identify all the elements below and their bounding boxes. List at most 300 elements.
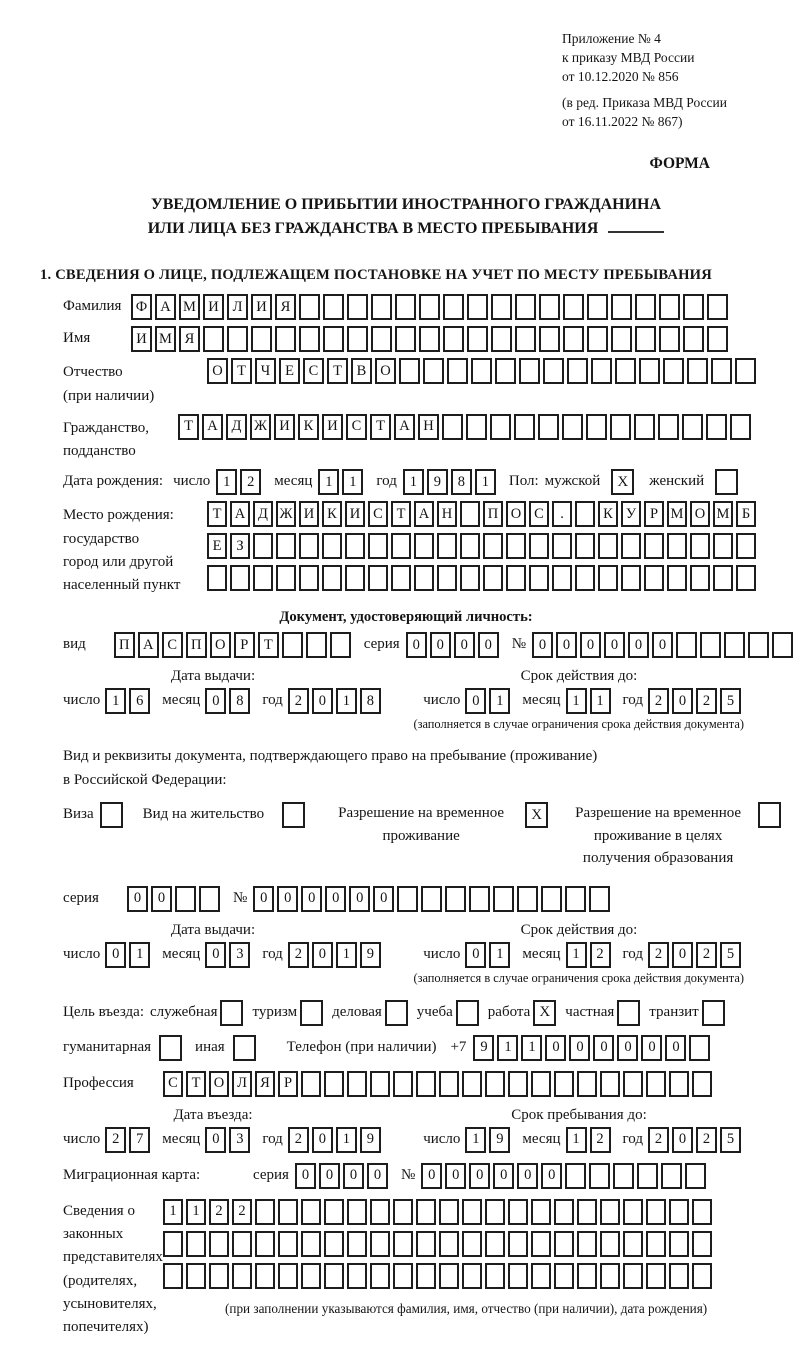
char-cell[interactable]: Т [186,1071,206,1097]
char-cell[interactable]: О [690,501,710,527]
char-cell[interactable]: З [230,533,250,559]
char-cell[interactable]: 0 [454,632,475,658]
char-cell[interactable]: 0 [253,886,274,912]
char-cell[interactable] [324,1199,344,1225]
char-cell[interactable]: Л [227,294,248,320]
char-cell[interactable]: 0 [127,886,148,912]
char-cell[interactable]: 6 [129,688,150,714]
char-cell[interactable]: 0 [517,1163,538,1189]
char-cell[interactable] [552,533,572,559]
visa-checkbox[interactable] [100,802,123,828]
char-cell[interactable] [517,886,538,912]
char-cell[interactable] [416,1263,436,1289]
char-cell[interactable] [471,358,492,384]
char-cell[interactable]: 0 [430,632,451,658]
char-cell[interactable] [683,294,704,320]
char-cell[interactable] [554,1071,574,1097]
char-cell[interactable]: 0 [349,886,370,912]
char-cell[interactable] [644,533,664,559]
char-cell[interactable]: . [552,501,572,527]
char-cell[interactable]: 0 [545,1035,566,1061]
char-cell[interactable]: С [346,414,367,440]
char-cell[interactable]: 3 [229,1127,250,1153]
char-cell[interactable]: 2 [590,1127,611,1153]
char-cell[interactable] [278,1199,298,1225]
char-cell[interactable] [330,632,351,658]
char-cell[interactable] [600,1231,620,1257]
char-cell[interactable]: 0 [541,1163,562,1189]
char-cell[interactable] [531,1263,551,1289]
char-cell[interactable] [772,632,793,658]
char-cell[interactable]: Е [207,533,227,559]
char-cell[interactable]: М [667,501,687,527]
char-cell[interactable] [485,1071,505,1097]
char-cell[interactable] [460,501,480,527]
char-cell[interactable] [393,1231,413,1257]
char-cell[interactable] [175,886,196,912]
char-cell[interactable] [368,533,388,559]
char-cell[interactable] [554,1263,574,1289]
char-cell[interactable] [519,358,540,384]
char-cell[interactable]: 5 [720,1127,741,1153]
char-cell[interactable] [345,565,365,591]
char-cell[interactable] [563,294,584,320]
char-cell[interactable]: 1 [318,469,339,495]
char-cell[interactable] [462,1199,482,1225]
char-cell[interactable]: 9 [360,1127,381,1153]
char-cell[interactable]: Т [327,358,348,384]
char-cell[interactable]: Т [178,414,199,440]
char-cell[interactable] [706,414,727,440]
char-cell[interactable] [531,1199,551,1225]
char-cell[interactable] [707,326,728,352]
char-cell[interactable]: 0 [569,1035,590,1061]
char-cell[interactable]: 0 [301,886,322,912]
char-cell[interactable] [577,1263,597,1289]
char-cell[interactable]: Е [279,358,300,384]
char-cell[interactable]: И [345,501,365,527]
char-cell[interactable]: 0 [312,942,333,968]
char-cell[interactable]: Я [255,1071,275,1097]
char-cell[interactable] [186,1231,206,1257]
char-cell[interactable] [278,1263,298,1289]
male-checkbox[interactable]: X [611,469,634,495]
char-cell[interactable]: Н [437,501,457,527]
char-cell[interactable] [554,1199,574,1225]
char-cell[interactable]: 2 [648,688,669,714]
char-cell[interactable] [371,294,392,320]
char-cell[interactable] [508,1071,528,1097]
char-cell[interactable]: И [203,294,224,320]
purpose-study-checkbox[interactable] [456,1000,479,1026]
char-cell[interactable] [508,1199,528,1225]
char-cell[interactable] [324,1071,344,1097]
char-cell[interactable] [611,326,632,352]
char-cell[interactable]: 0 [421,1163,442,1189]
char-cell[interactable]: 1 [590,688,611,714]
char-cell[interactable]: 9 [427,469,448,495]
char-cell[interactable] [301,1199,321,1225]
char-cell[interactable] [393,1199,413,1225]
char-cell[interactable] [682,414,703,440]
char-cell[interactable] [462,1231,482,1257]
char-cell[interactable] [646,1231,666,1257]
char-cell[interactable] [711,358,732,384]
char-cell[interactable] [253,533,273,559]
char-cell[interactable]: 0 [312,1127,333,1153]
char-cell[interactable]: 0 [617,1035,638,1061]
char-cell[interactable]: 0 [151,886,172,912]
char-cell[interactable]: А [414,501,434,527]
char-cell[interactable] [414,565,434,591]
char-cell[interactable] [299,294,320,320]
char-cell[interactable] [395,326,416,352]
purpose-official-checkbox[interactable] [220,1000,243,1026]
char-cell[interactable] [676,632,697,658]
char-cell[interactable]: 1 [342,469,363,495]
char-cell[interactable] [443,294,464,320]
char-cell[interactable] [515,326,536,352]
char-cell[interactable] [445,886,466,912]
char-cell[interactable]: Н [418,414,439,440]
char-cell[interactable]: 0 [325,886,346,912]
char-cell[interactable] [736,533,756,559]
char-cell[interactable]: С [162,632,183,658]
char-cell[interactable]: 1 [216,469,237,495]
char-cell[interactable]: 1 [566,942,587,968]
char-cell[interactable]: Р [234,632,255,658]
char-cell[interactable] [600,1199,620,1225]
char-cell[interactable]: К [598,501,618,527]
char-cell[interactable] [736,565,756,591]
char-cell[interactable]: 2 [590,942,611,968]
char-cell[interactable] [611,294,632,320]
char-cell[interactable] [598,533,618,559]
char-cell[interactable] [637,1163,658,1189]
char-cell[interactable] [227,326,248,352]
char-cell[interactable] [613,1163,634,1189]
char-cell[interactable] [419,326,440,352]
char-cell[interactable] [667,533,687,559]
char-cell[interactable] [370,1199,390,1225]
char-cell[interactable]: Т [231,358,252,384]
char-cell[interactable]: С [529,501,549,527]
char-cell[interactable]: И [274,414,295,440]
char-cell[interactable]: 0 [319,1163,340,1189]
char-cell[interactable]: 1 [566,1127,587,1153]
char-cell[interactable] [621,533,641,559]
char-cell[interactable]: 2 [240,469,261,495]
char-cell[interactable] [322,565,342,591]
char-cell[interactable]: 1 [186,1199,206,1225]
char-cell[interactable] [414,533,434,559]
char-cell[interactable]: А [155,294,176,320]
char-cell[interactable] [730,414,751,440]
char-cell[interactable]: 8 [360,688,381,714]
char-cell[interactable] [466,414,487,440]
char-cell[interactable]: 0 [373,886,394,912]
char-cell[interactable] [587,294,608,320]
char-cell[interactable] [689,1035,710,1061]
char-cell[interactable] [669,1263,689,1289]
char-cell[interactable] [393,1071,413,1097]
char-cell[interactable] [347,1263,367,1289]
char-cell[interactable] [490,414,511,440]
char-cell[interactable] [347,1071,367,1097]
char-cell[interactable] [370,1263,390,1289]
char-cell[interactable] [255,1199,275,1225]
char-cell[interactable]: 2 [288,942,309,968]
char-cell[interactable] [163,1231,183,1257]
char-cell[interactable] [658,414,679,440]
char-cell[interactable] [199,886,220,912]
char-cell[interactable] [623,1071,643,1097]
char-cell[interactable]: А [394,414,415,440]
char-cell[interactable] [577,1071,597,1097]
char-cell[interactable]: 2 [648,942,669,968]
char-cell[interactable] [635,326,656,352]
char-cell[interactable]: С [163,1071,183,1097]
char-cell[interactable] [600,1071,620,1097]
char-cell[interactable]: 0 [593,1035,614,1061]
char-cell[interactable] [692,1263,712,1289]
char-cell[interactable]: С [368,501,388,527]
char-cell[interactable] [370,1231,390,1257]
char-cell[interactable]: 2 [209,1199,229,1225]
char-cell[interactable] [437,533,457,559]
char-cell[interactable]: 8 [229,688,250,714]
char-cell[interactable]: С [303,358,324,384]
char-cell[interactable] [646,1199,666,1225]
char-cell[interactable]: 1 [489,942,510,968]
char-cell[interactable] [565,886,586,912]
char-cell[interactable] [395,294,416,320]
char-cell[interactable] [232,1263,252,1289]
char-cell[interactable] [439,1071,459,1097]
char-cell[interactable] [207,565,227,591]
char-cell[interactable]: Л [232,1071,252,1097]
char-cell[interactable] [589,1163,610,1189]
char-cell[interactable] [541,886,562,912]
char-cell[interactable] [567,358,588,384]
char-cell[interactable] [275,326,296,352]
char-cell[interactable] [543,358,564,384]
char-cell[interactable]: 2 [696,1127,717,1153]
char-cell[interactable] [255,1263,275,1289]
char-cell[interactable] [692,1231,712,1257]
char-cell[interactable]: М [179,294,200,320]
char-cell[interactable]: 0 [406,632,427,658]
char-cell[interactable]: 0 [367,1163,388,1189]
char-cell[interactable]: У [621,501,641,527]
char-cell[interactable]: 0 [665,1035,686,1061]
char-cell[interactable] [371,326,392,352]
char-cell[interactable] [439,1231,459,1257]
char-cell[interactable] [322,533,342,559]
char-cell[interactable] [713,565,733,591]
char-cell[interactable] [485,1263,505,1289]
char-cell[interactable]: 0 [277,886,298,912]
char-cell[interactable] [615,358,636,384]
char-cell[interactable] [323,326,344,352]
temp-residence-checkbox[interactable]: X [525,802,548,828]
char-cell[interactable] [563,326,584,352]
char-cell[interactable] [299,565,319,591]
char-cell[interactable]: К [322,501,342,527]
char-cell[interactable] [439,1199,459,1225]
char-cell[interactable] [393,1263,413,1289]
char-cell[interactable]: Р [644,501,664,527]
char-cell[interactable] [539,326,560,352]
char-cell[interactable]: 2 [648,1127,669,1153]
char-cell[interactable] [575,533,595,559]
char-cell[interactable]: 1 [163,1199,183,1225]
char-cell[interactable]: 1 [336,688,357,714]
char-cell[interactable]: 8 [451,469,472,495]
char-cell[interactable] [421,886,442,912]
char-cell[interactable] [324,1231,344,1257]
char-cell[interactable] [443,326,464,352]
char-cell[interactable]: 0 [652,632,673,658]
char-cell[interactable] [391,533,411,559]
char-cell[interactable] [469,886,490,912]
char-cell[interactable] [514,414,535,440]
char-cell[interactable]: 0 [604,632,625,658]
char-cell[interactable]: А [138,632,159,658]
char-cell[interactable] [301,1071,321,1097]
char-cell[interactable]: 1 [475,469,496,495]
char-cell[interactable]: 0 [343,1163,364,1189]
char-cell[interactable]: 0 [641,1035,662,1061]
residence-permit-checkbox[interactable] [282,802,305,828]
char-cell[interactable]: 5 [720,942,741,968]
char-cell[interactable]: 0 [628,632,649,658]
char-cell[interactable]: Ч [255,358,276,384]
char-cell[interactable]: Т [258,632,279,658]
char-cell[interactable]: Т [391,501,411,527]
char-cell[interactable] [565,1163,586,1189]
char-cell[interactable] [467,326,488,352]
char-cell[interactable]: Т [370,414,391,440]
char-cell[interactable]: 0 [672,942,693,968]
char-cell[interactable] [232,1231,252,1257]
char-cell[interactable] [663,358,684,384]
char-cell[interactable]: Б [736,501,756,527]
char-cell[interactable]: П [114,632,135,658]
char-cell[interactable] [700,632,721,658]
char-cell[interactable]: 1 [129,942,150,968]
char-cell[interactable]: В [351,358,372,384]
char-cell[interactable] [230,565,250,591]
char-cell[interactable]: 0 [205,942,226,968]
char-cell[interactable] [639,358,660,384]
char-cell[interactable] [575,565,595,591]
char-cell[interactable] [692,1199,712,1225]
char-cell[interactable] [347,1199,367,1225]
char-cell[interactable]: 2 [232,1199,252,1225]
char-cell[interactable] [485,1231,505,1257]
char-cell[interactable]: К [298,414,319,440]
char-cell[interactable] [587,326,608,352]
char-cell[interactable]: 9 [360,942,381,968]
char-cell[interactable] [646,1071,666,1097]
char-cell[interactable]: 1 [521,1035,542,1061]
char-cell[interactable]: 0 [672,688,693,714]
char-cell[interactable]: О [375,358,396,384]
char-cell[interactable] [685,1163,706,1189]
char-cell[interactable]: 0 [493,1163,514,1189]
char-cell[interactable] [483,533,503,559]
char-cell[interactable] [635,294,656,320]
char-cell[interactable]: О [210,632,231,658]
char-cell[interactable] [589,886,610,912]
char-cell[interactable] [600,1263,620,1289]
char-cell[interactable] [506,533,526,559]
char-cell[interactable] [251,326,272,352]
char-cell[interactable] [554,1231,574,1257]
char-cell[interactable] [724,632,745,658]
char-cell[interactable] [301,1231,321,1257]
char-cell[interactable]: И [299,501,319,527]
char-cell[interactable]: 9 [473,1035,494,1061]
char-cell[interactable] [345,533,365,559]
char-cell[interactable]: 0 [105,942,126,968]
char-cell[interactable] [552,565,572,591]
char-cell[interactable] [423,358,444,384]
char-cell[interactable] [324,1263,344,1289]
char-cell[interactable]: 3 [229,942,250,968]
char-cell[interactable] [623,1263,643,1289]
char-cell[interactable] [669,1231,689,1257]
char-cell[interactable]: 7 [129,1127,150,1153]
char-cell[interactable]: 0 [205,688,226,714]
char-cell[interactable] [460,533,480,559]
char-cell[interactable]: Р [278,1071,298,1097]
char-cell[interactable] [621,565,641,591]
female-checkbox[interactable] [715,469,738,495]
char-cell[interactable]: 0 [469,1163,490,1189]
char-cell[interactable]: 0 [312,688,333,714]
char-cell[interactable] [209,1263,229,1289]
char-cell[interactable]: Ф [131,294,152,320]
char-cell[interactable] [610,414,631,440]
char-cell[interactable]: О [207,358,228,384]
char-cell[interactable] [508,1263,528,1289]
char-cell[interactable] [690,565,710,591]
char-cell[interactable] [529,565,549,591]
char-cell[interactable] [669,1199,689,1225]
char-cell[interactable] [467,294,488,320]
char-cell[interactable] [667,565,687,591]
char-cell[interactable] [255,1231,275,1257]
char-cell[interactable]: Ж [250,414,271,440]
char-cell[interactable]: И [251,294,272,320]
char-cell[interactable] [368,565,388,591]
char-cell[interactable] [575,501,595,527]
char-cell[interactable] [276,533,296,559]
purpose-private-checkbox[interactable] [617,1000,640,1026]
char-cell[interactable]: 1 [403,469,424,495]
char-cell[interactable]: И [322,414,343,440]
char-cell[interactable] [586,414,607,440]
char-cell[interactable]: 0 [465,688,486,714]
char-cell[interactable] [491,294,512,320]
char-cell[interactable] [163,1263,183,1289]
char-cell[interactable]: 1 [497,1035,518,1061]
char-cell[interactable] [347,1231,367,1257]
char-cell[interactable]: 2 [288,1127,309,1153]
char-cell[interactable] [508,1231,528,1257]
